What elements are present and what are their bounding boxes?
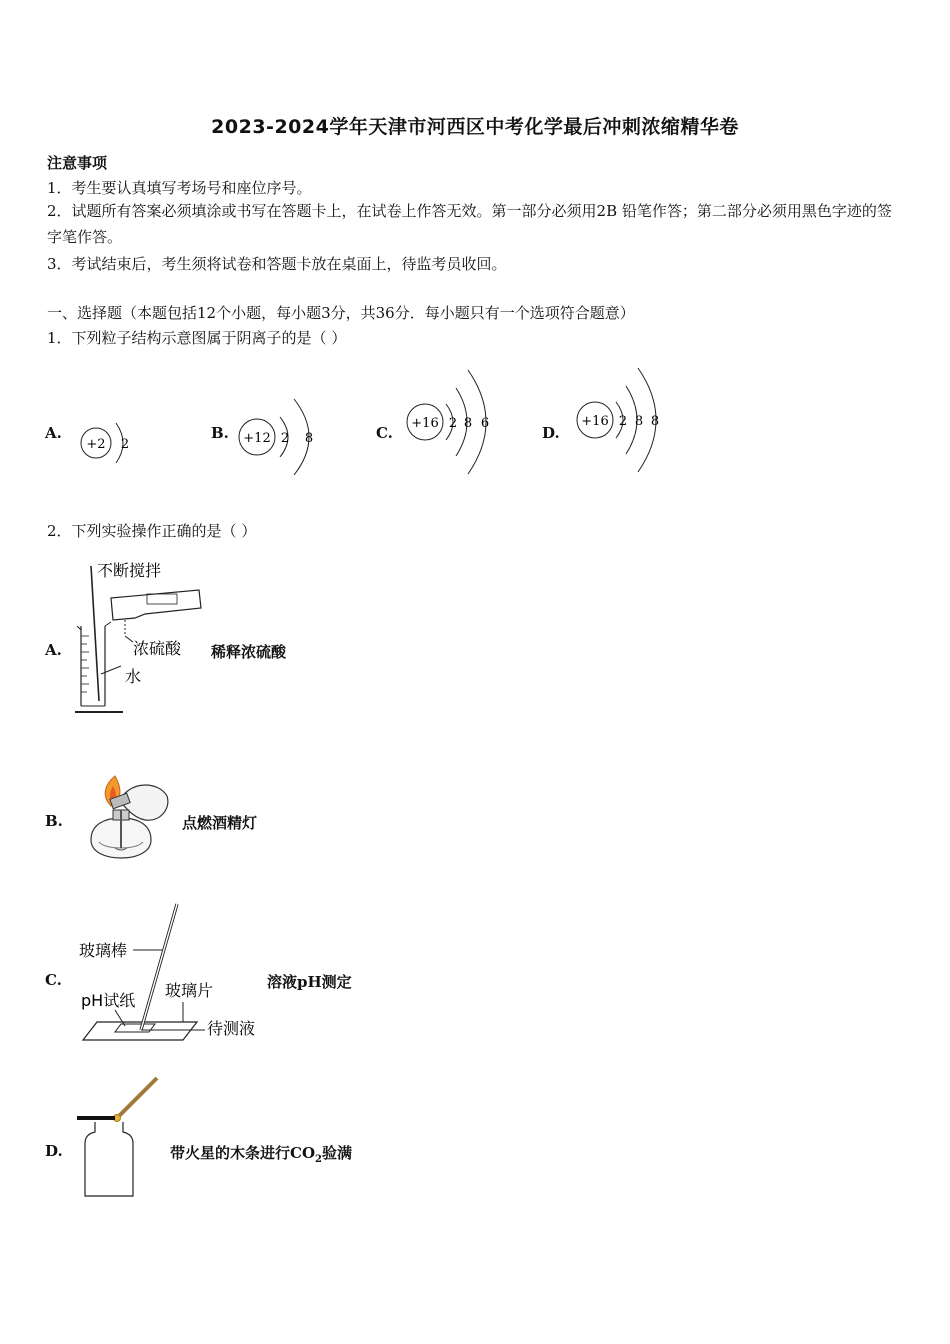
q2-option-d-text-pre: 带火星的木条进行CO: [170, 1144, 316, 1162]
acid-label: 浓硫酸: [133, 639, 182, 658]
q2-option-b-figure: [75, 762, 175, 867]
gas-bottle: [85, 1122, 133, 1196]
water-label: 水: [125, 667, 142, 686]
shell-electron-count: 2: [120, 437, 130, 452]
q2-stem: 2．下列实验操作正确的是（ ）: [47, 522, 257, 540]
cylinder-graduations: [81, 636, 89, 692]
notice-item-1: 1．考生要认真填写考场号和座位序号。: [47, 179, 312, 197]
shell-electron-count: 6: [480, 416, 490, 431]
shell-electron-count: 2: [448, 416, 458, 431]
page-title: 2023-2024学年天津市河西区中考化学最后冲刺浓缩精华卷: [211, 116, 739, 138]
q1-option-a-diagram: [76, 415, 136, 475]
q2-option-d-figure: [75, 1074, 175, 1202]
wooden-splint: [117, 1078, 157, 1118]
glass-rod: [141, 904, 177, 1030]
shell-electron-count: 8: [650, 414, 660, 429]
q1-option-d-label: D.: [542, 424, 560, 442]
q2-option-d-label: D.: [45, 1142, 63, 1160]
nucleus-charge: +16: [581, 414, 609, 429]
q2-option-b-text: 点燃酒精灯: [182, 814, 258, 832]
notice-heading: 注意事项: [47, 154, 108, 172]
stirring-rod: [91, 566, 99, 701]
q2-option-b-label: B.: [45, 812, 63, 830]
co2-subscript: 2: [315, 1154, 322, 1165]
ph-paper: [115, 1024, 155, 1032]
q1-option-d-diagram: [576, 362, 676, 474]
q1-option-b-label: B.: [211, 424, 229, 442]
nucleus-charge: +16: [411, 416, 439, 431]
shell-electron-count: 2: [618, 414, 628, 429]
q1-option-c-diagram: [406, 362, 506, 474]
notice-item-2: 2．试题所有答案必须填涂或书写在答题卡上，在试卷上作答无效。第一部分必须用2B 铅笔作答；第二部分必须用黑色字迹的签字笔作答。: [47, 202, 892, 246]
q2-option-a-figure: [75, 556, 205, 718]
shell-electron-count: 8: [304, 431, 314, 446]
stir-label: 不断搅拌: [97, 561, 162, 580]
q2-option-c-label: C.: [45, 971, 62, 989]
q1-option-c-label: C.: [376, 424, 393, 442]
rod-label: 玻璃棒: [79, 941, 128, 960]
nucleus-charge: +2: [86, 437, 106, 452]
liquid-label: 待测液: [207, 1019, 256, 1038]
shell-electron-count: 8: [634, 414, 644, 429]
q2-option-c-text: 溶液pH测定: [267, 973, 352, 991]
acid-bottle: [111, 590, 201, 620]
q1-stem: 1．下列粒子结构示意图属于阴离子的是（ ）: [47, 329, 347, 347]
q1-option-b-diagram: [238, 395, 328, 485]
q1-option-a-label: A.: [45, 424, 62, 442]
q2-option-c-figure: [75, 898, 275, 1048]
q2-option-a-label: A.: [45, 641, 62, 659]
section-heading: 一、选择题（本题包括12个小题，每小题3分，共36分．每小题只有一个选项符合题意）: [47, 304, 635, 322]
q2-option-a-text: 稀释浓硫酸: [211, 643, 287, 661]
nucleus-charge: +12: [243, 431, 271, 446]
paper-label: pH试纸: [81, 991, 136, 1010]
q2-option-d-text: [170, 1142, 352, 1165]
q2-option-d-text-post: 验满: [321, 1144, 352, 1162]
shell-electron-count: 2: [280, 431, 290, 446]
shell-electron-count: 8: [463, 416, 473, 431]
notice-item-3: 3．考试结束后，考生须将试卷和答题卡放在桌面上，待监考员收回。: [47, 255, 507, 273]
glass-label: 玻璃片: [165, 981, 214, 1000]
